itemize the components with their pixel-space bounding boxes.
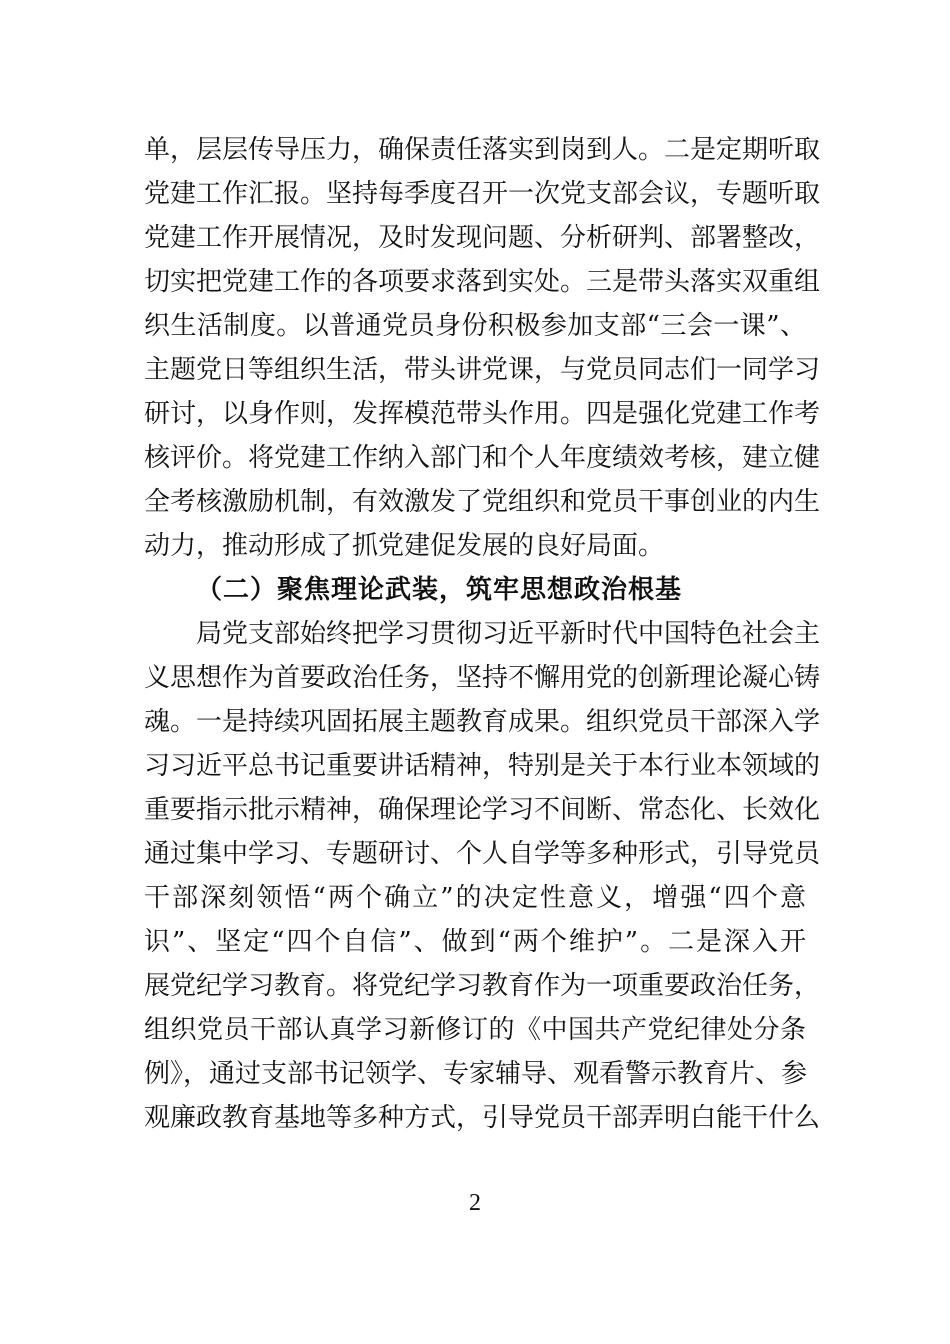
paragraph-line: 识”、坚定“四个自信”、做到“两个维护”。二是深入开 [144,927,806,957]
paragraph-line: 干部深刻领悟“两个确立”的决定性意义，增强“四个意 [144,883,806,913]
page-number: 2 [469,1190,481,1216]
paragraph-line: 观廉政教育基地等多种方式，引导党员干部弄明白能干什么 [144,1103,821,1133]
paragraph-line: 核评价。将党建工作纳入部门和个人年度绩效考核，建立健 [144,443,821,473]
paragraph-line: 展党纪学习教育。将党纪学习教育作为一项重要政治任务， [144,971,821,1001]
paragraph-line: 党建工作汇报。坚持每季度召开一次党支部会议，专题听取 [144,179,821,209]
paragraph-line: 切实把党建工作的各项要求落到实处。三是带头落实双重组 [144,267,821,297]
paragraph-line: 重要指示批示精神，确保理论学习不间断、常态化、长效化 [144,795,821,825]
paragraph-line: 义思想作为首要政治任务，坚持不懈用党的创新理论凝心铸 [144,663,821,693]
paragraph-line: 习习近平总书记重要讲话精神，特别是关于本行业本领域的 [144,751,821,781]
paragraph-line: 单，层层传导压力，确保责任落实到岗到人。二是定期听取 [144,135,821,165]
section-heading: （二）聚焦理论武装，筑牢思想政治根基 [196,575,683,605]
paragraph-line: 组织党员干部认真学习新修订的《中国共产党纪律处分条 [144,1015,806,1045]
paragraph-line: 局党支部始终把学习贯彻习近平新时代中国特色社会主 [196,619,821,649]
paragraph-line: 主题党日等组织生活，带头讲党课，与党员同志们一同学习 [144,355,821,385]
paragraph-line: 织生活制度。以普通党员身份积极参加支部“三会一课”、 [144,311,806,341]
paragraph-line: 例》，通过支部书记领学、专家辅导、观看警示教育片、参 [144,1059,808,1089]
paragraph-line: 全考核激励机制，有效激发了党组织和党员干事创业的内生 [144,487,821,517]
paragraph-line: 魂。一是持续巩固拓展主题教育成果。组织党员干部深入学 [144,707,821,737]
paragraph-line: 动力，推动形成了抓党建促发展的良好局面。 [144,531,665,561]
paragraph-line: 研讨，以身作则，发挥模范带头作用。四是强化党建工作考 [144,399,821,429]
paragraph-line: 党建工作开展情况，及时发现问题、分析研判、部署整改， [144,223,821,253]
paragraph-line: 通过集中学习、专题研讨、个人自学等多种形式，引导党员 [144,839,821,869]
